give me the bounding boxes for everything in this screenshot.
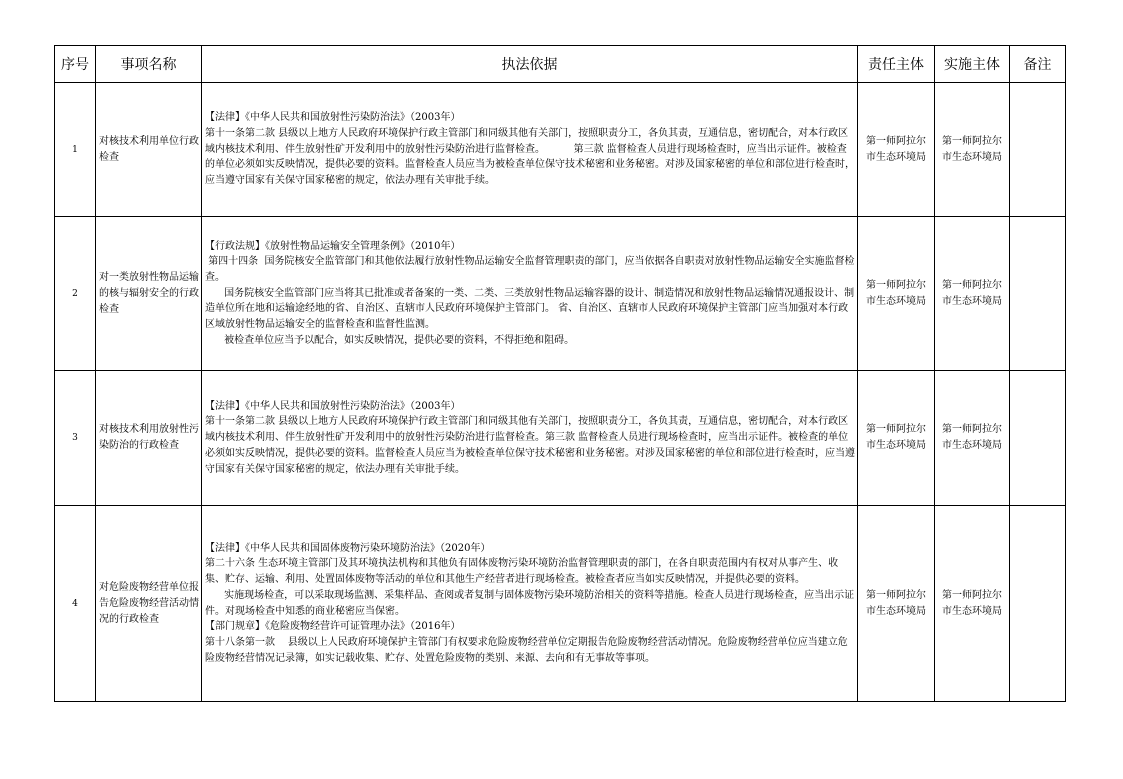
basis-paragraph: 【法律】《中华人民共和国放射性污染防治法》（2003年） <box>205 400 461 412</box>
legal-basis <box>202 217 858 371</box>
basis-paragraph: 国务院核安全监管部门应当将其已批准或者备案的一类、二类、三类放射性物品运输容器的设计、制造情况和放射性物品运输情况通报设计、制造单位所在地和运输途经地的省、自治区、直辖市人民政府环境保护主管部门。 省、自治区、直辖市人民政府环境保护主管部门应当加强对本行政区域放射性物品运输安全的监督检查和监督性监测。 <box>205 287 855 331</box>
responsible-entity: 第一师阿拉尔市生态环境局 <box>858 83 935 217</box>
implementing-entity: 第一师阿拉尔市生态环境局 <box>935 217 1010 371</box>
remark-cell <box>1010 217 1066 371</box>
remark-cell <box>1010 83 1066 217</box>
header-responsible: 责任主体 <box>858 46 935 83</box>
responsible-entity: 第一师阿拉尔市生态环境局 <box>858 217 935 371</box>
item-name: 对一类放射性物品运输的核与辐射安全的行政检查 <box>96 217 202 371</box>
row-number: 2 <box>55 217 96 371</box>
implementing-entity: 第一师阿拉尔市生态环境局 <box>935 506 1010 702</box>
basis-paragraph: 第四十四条 国务院核安全监管部门和其他依法履行放射性物品运输安全监督管理职责的部门，应当依据各自职责对放射性物品运输安全实施监督检查。 <box>205 256 855 283</box>
basis-paragraph: 实施现场检查，可以采取现场监测、采集样品、查阅或者复制与固体废物污染环境防治相关的资料等措施。检查人员进行现场检查，应当出示证件。对现场检查中知悉的商业秘密应当保密。 <box>205 589 855 617</box>
basis-paragraph: 第十一条第二款 县级以上地方人民政府环境保护行政主管部门和同级其他有关部门，按照职责分工，各负其责，互通信息，密切配合，对本行政区域内核技术利用、伴生放射性矿开发利用中的放射性污染防治进行监督检查。 第三款 监督检查人员进行现场检查时，应当出示证件。被检查的单位必须如实反映情况，提供必要的资料。监督检查人员应当为被检查单位保守技术秘密和业务秘密。对涉及国家秘密的单位和部位进行检查时，应当遵守国家有关保守国家秘密的规定，依法办理有关审批手续。 <box>205 127 855 187</box>
item-name: 对危险废物经营单位报告危险废物经营活动情况的行政检查 <box>96 506 202 702</box>
legal-basis <box>202 506 858 702</box>
basis-paragraph: 第二十六条 生态环境主管部门及其环境执法机构和其他负有固体废物污染环境防治监督管理职责的部门，在各自职责范围内有权对从事产生、收集、贮存、运输、利用、处置固体废物等活动的单位和其他生产经营者进行现场检查。被检查者应当如实反映情况，并提供必要的资料。 <box>205 558 839 586</box>
basis-paragraph: 第十一条第二款 县级以上地方人民政府环境保护行政主管部门和同级其他有关部门，按照职责分工，各负其责，互通信息，密切配合，对本行政区域内核技术利用、伴生放射性矿开发利用中的放射性污染防治进行监督检查。第三款 监督检查人员进行现场检查时，应当出示证件。被检查的单位必须如实反映情况，提供必要的资料。监督检查人员应当为被检查单位保守技术秘密和业务秘密。对涉及国家秘密的单位和部位进行检查时，应当遵守国家有关保守国家秘密的规定，依法办理有关审批手续。 <box>205 416 855 475</box>
basis-paragraph: 【法律】《中华人民共和国放射性污染防治法》（2003年） <box>205 112 461 124</box>
row-number: 3 <box>55 371 96 506</box>
basis-paragraph: 第十八条第一款 县级以上人民政府环境保护主管部门有权要求危险废物经营单位定期报告危险废物经营活动情况。危险废物经营单位应当建立危险废物经营情况记录簿，如实记载收集、贮存、处置危险废物的类别、来源、去向和有无事故等事项。 <box>205 636 848 664</box>
basis-paragraph: 【法律】《中华人民共和国固体废物污染环境防治法》（2020年） <box>205 542 491 554</box>
remark-cell <box>1010 371 1066 506</box>
header-item: 事项名称 <box>96 46 202 83</box>
header-no: 序号 <box>55 46 96 83</box>
table-row <box>55 371 1066 506</box>
table-row <box>55 506 1066 702</box>
item-name: 对核技术利用放射性污染防治的行政检查 <box>96 371 202 506</box>
implementing-entity: 第一师阿拉尔市生态环境局 <box>935 83 1010 217</box>
row-number: 1 <box>55 83 96 217</box>
responsible-entity: 第一师阿拉尔市生态环境局 <box>858 506 935 702</box>
table-row <box>55 83 1066 217</box>
header-basis: 执法依据 <box>202 46 858 83</box>
enforcement-table <box>54 45 1066 702</box>
basis-paragraph: 被检查单位应当予以配合，如实反映情况，提供必要的资料，不得拒绝和阻碍。 <box>205 334 575 346</box>
header-implementing: 实施主体 <box>935 46 1010 83</box>
basis-paragraph: 【部门规章】《危险废物经营许可证管理办法》（2016年） <box>205 621 461 633</box>
table-row <box>55 217 1066 371</box>
row-number: 4 <box>55 506 96 702</box>
responsible-entity: 第一师阿拉尔市生态环境局 <box>858 371 935 506</box>
item-name: 对核技术利用单位行政检查 <box>96 83 202 217</box>
remark-cell <box>1010 506 1066 702</box>
header-row <box>55 46 1066 83</box>
legal-basis <box>202 371 858 506</box>
legal-basis <box>202 83 858 217</box>
implementing-entity: 第一师阿拉尔市生态环境局 <box>935 371 1010 506</box>
basis-paragraph: 【行政法规】《放射性物品运输安全管理条例》（2010年） <box>205 240 461 252</box>
header-remark: 备注 <box>1010 46 1066 83</box>
